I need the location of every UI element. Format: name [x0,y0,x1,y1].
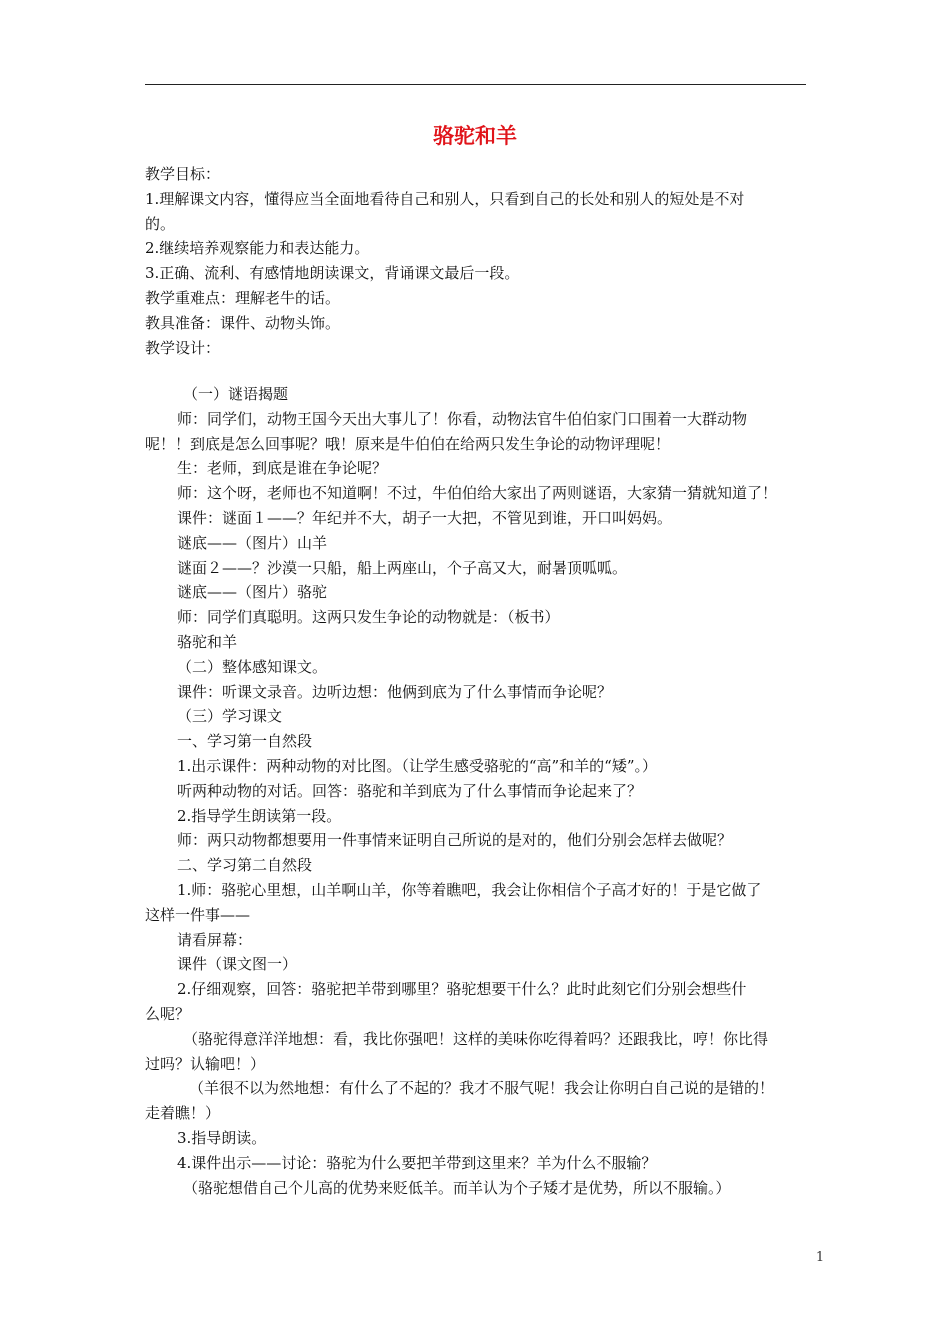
subsection-heading: 二、学习第二自然段 [177,856,313,875]
text-line: 1.师：骆驼心里想，山羊啊山羊，你等着瞧吧，我会让你相信个子高才好的！于是它做了 [177,880,762,899]
text-line: 走着瞧！） [145,1104,221,1123]
text-line: 听两种动物的对话。回答：骆驼和羊到底为了什么事情而争论起来了？ [177,781,643,800]
document-title: 骆驼和羊 [433,124,517,148]
text-line: 教学目标： [145,165,221,183]
text-line: 3.指导朗读。 [177,1128,267,1147]
text-line: 么呢？ [145,1004,191,1023]
text-line: 的。 [145,214,176,233]
section-heading: （三）学习课文 [177,707,283,726]
header-rule [145,84,806,85]
text-line: 课件：谜面１——？年纪并不大，胡子一大把，不管见到谁，开口叫妈妈。 [177,508,673,527]
text-line: 师：两只动物都想要用一件事情来证明自己所说的是对的，他们分别会怎样去做呢？ [177,831,733,850]
text-line: 师：同学们真聪明。这两只发生争论的动物就是：（板书） [177,608,560,627]
text-line: 师：同学们，动物王国今天出大事儿了！你看，动物法官牛伯伯家门口围着一大群动物 [177,409,748,428]
text-line: 谜底——（图片）骆驼 [177,583,328,602]
lesson-design-section [145,382,807,1200]
text-line: （骆驼得意洋洋地想：看，我比你强吧！这样的美味你吃得着吗？还跟我比，哼！你比得 [183,1029,769,1048]
page-number: 1 [815,1250,825,1265]
text-line: （羊很不以为然地想：有什么了不起的？我才不服气呢！我会让你明白自己说的是错的！ [189,1079,775,1098]
text-line: 谜底——（图片）山羊 [177,533,328,552]
text-line: 2.指导学生朗读第一段。 [177,806,342,825]
text-line: 生：老师，到底是谁在争论呢？ [177,459,388,478]
text-line: 教具准备：课件、动物头饰。 [145,313,341,332]
text-line: 3.正确、流利、有感情地朗读课文，背诵课文最后一段。 [145,264,520,283]
text-line: 师：这个呀，老师也不知道啊！不过，牛伯伯给大家出了两则谜语，大家猜一猜就知道了！ [177,484,778,503]
text-line: 课件：听课文录音。边听边想：他俩到底为了什么事情而争论呢？ [177,682,613,701]
text-line: 呢！！到底是怎么回事呢？哦！原来是牛伯伯在给两只发生争论的动物评理呢！ [145,434,671,453]
text-line: 1.出示课件：两种动物的对比图。（让学生感受骆驼的“高”和羊的“矮”。） [177,756,657,775]
text-line: 2.仔细观察，回答：骆驼把羊带到哪里？骆驼想要干什么？此时此刻它们分别会想些什 [177,980,747,999]
lesson-objectives-section [145,162,807,360]
text-line: 4.课件出示——讨论：骆驼为什么要把羊带到这里来？羊为什么不服输？ [177,1153,657,1172]
text-line: 过吗？认输吧！） [145,1054,266,1073]
text-line: 课件（课文图一） [177,955,298,974]
text-line: 谜面２——？沙漠一只船，船上两座山，个子高又大，耐暑顶呱呱。 [177,558,628,577]
section-heading: （一）谜语揭题 [183,385,289,403]
text-line: （骆驼想借自己个儿高的优势来贬低羊。而羊认为个子矮才是优势，所以不服输。） [183,1178,731,1197]
text-line: 这样一件事—— [145,905,251,924]
text-line: 教学设计： [145,338,221,357]
text-line: 教学重难点：理解老牛的话。 [145,288,341,307]
text-line: 1.理解课文内容，懂得应当全面地看待自己和别人，只看到自己的长处和别人的短处是不对 [145,189,745,208]
text-line: 2.继续培养观察能力和表达能力。 [145,239,370,258]
text-line: 请看屏幕： [177,930,253,949]
section-heading: （二）整体感知课文。 [177,657,328,676]
text-line: 骆驼和羊 [177,632,238,651]
subsection-heading: 一、学习第一自然段 [177,732,313,751]
